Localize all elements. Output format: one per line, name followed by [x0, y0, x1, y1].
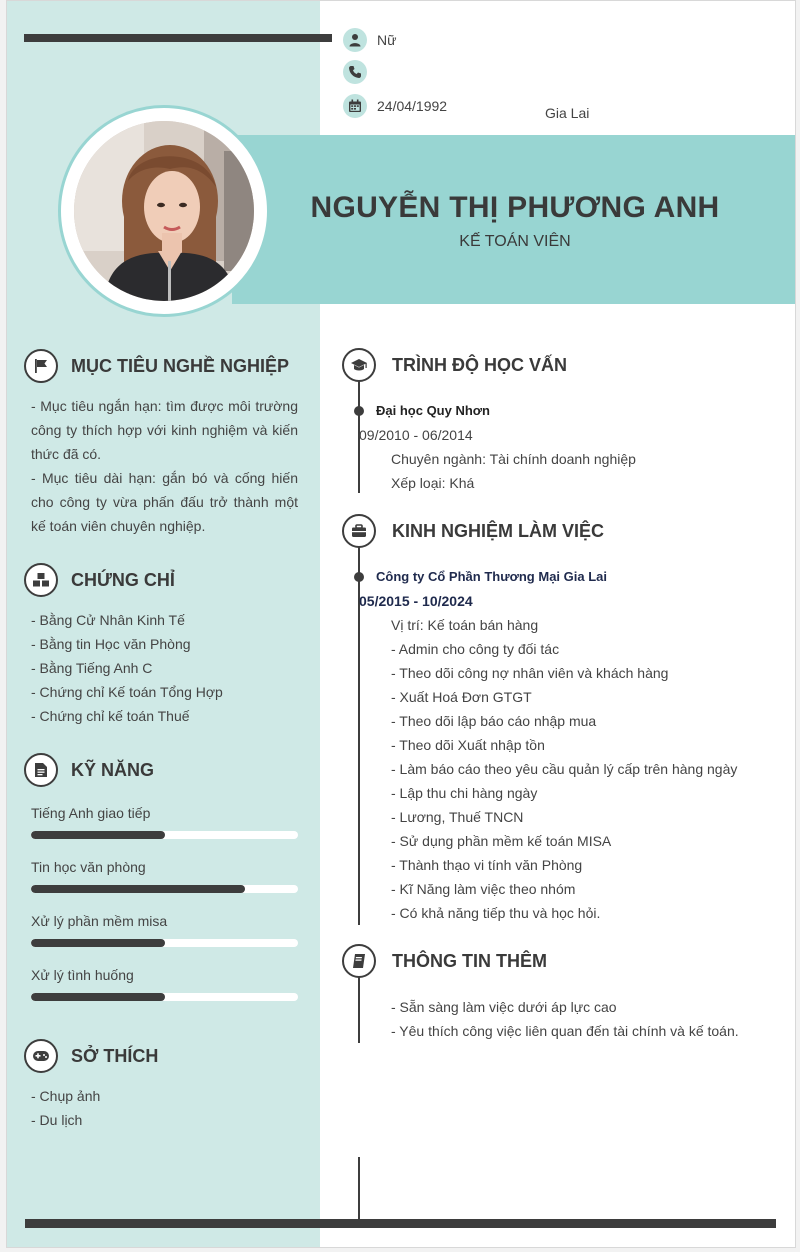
timeline-dot	[354, 572, 364, 582]
certificate-item: - Chứng chỉ kế toán Thuế	[31, 708, 190, 724]
duty-item: - Xuất Hoá Đơn GTGT	[391, 689, 532, 705]
objective-long-term: - Mục tiêu dài hạn: gắn bó và cống hiến cho công ty vừa phấn đấu trở thành một kế toán viên chuyên nghiệp.	[31, 470, 298, 534]
profile-photo	[74, 121, 254, 301]
skill-bar	[31, 885, 298, 893]
phone-icon	[343, 60, 367, 84]
duty-item: - Làm báo cáo theo yêu cầu quản lý cấp trên hàng ngày	[391, 761, 738, 777]
graduation-cap-icon	[342, 348, 376, 382]
additional-list	[391, 995, 739, 1043]
user-icon	[343, 28, 367, 52]
skill-item	[31, 913, 298, 947]
education-period: 09/2010 - 06/2014	[359, 427, 473, 443]
certificates-title: CHỨNG CHỈ	[71, 570, 175, 590]
duty-item: - Admin cho công ty đối tác	[391, 641, 560, 657]
timeline-dot	[354, 406, 364, 416]
skill-label: Tin học văn phòng	[31, 859, 146, 875]
gender-text: Nữ	[377, 32, 397, 48]
calendar-icon	[343, 94, 367, 118]
skill-label: Xử lý phần mềm misa	[31, 913, 168, 929]
certificate-item: - Bằng tin Học văn Phòng	[31, 636, 191, 652]
certificates-list	[31, 608, 223, 728]
skills-title: KỸ NĂNG	[71, 760, 155, 780]
duty-item: - Thành thạo vi tính văn Phòng	[391, 857, 583, 873]
skill-bar-fill	[31, 831, 165, 839]
hobby-item: - Chụp ảnh	[31, 1088, 101, 1104]
bottom-timeline	[358, 1157, 360, 1221]
book-icon	[342, 944, 376, 978]
skill-bar	[31, 831, 298, 839]
address-text: Gia Lai	[545, 105, 590, 121]
hobby-item: - Du lịch	[31, 1112, 83, 1128]
candidate-name: NGUYỄN THỊ PHƯƠNG ANH	[310, 191, 720, 224]
education-grade: Xếp loại: Khá	[391, 475, 475, 491]
company-name: Công ty Cổ Phần Thương Mại Gia Lai	[376, 569, 607, 584]
hobbies-list	[31, 1084, 100, 1132]
contact-birthday	[343, 93, 447, 119]
objective-short-term: - Mục tiêu ngắn hạn: tìm được môi trường công ty thích hợp với kinh nghiệm và kiến thức đã có.	[31, 398, 298, 462]
boxes-icon	[24, 563, 58, 597]
birthday-text: 24/04/1992	[377, 98, 448, 114]
school-name: Đại học Quy Nhơn	[376, 403, 490, 418]
duty-item: - Sử dụng phần mềm kế toán MISA	[391, 833, 612, 849]
skill-label: Xử lý tình huống	[31, 967, 134, 983]
skill-bar-fill	[31, 885, 245, 893]
skill-bar	[31, 993, 298, 1001]
skill-label: Tiếng Anh giao tiếp	[31, 805, 151, 821]
gamepad-icon	[24, 1039, 58, 1073]
certificate-item: - Chứng chỉ Kế toán Tổng Hợp	[31, 684, 223, 700]
certificate-item: - Bằng Cử Nhân Kinh Tế	[31, 612, 185, 628]
hobbies-title: SỞ THÍCH	[71, 1046, 159, 1066]
job-title: KẾ TOÁN VIÊN	[459, 233, 571, 250]
skill-bar-fill	[31, 939, 165, 947]
duty-item: - Theo dõi Xuất nhập tồn	[391, 737, 545, 753]
experience-title: KINH NGHIỆM LÀM VIỆC	[392, 521, 605, 541]
experience-duties	[391, 637, 737, 925]
additional-title: THÔNG TIN THÊM	[392, 951, 547, 971]
skill-bar	[31, 939, 298, 947]
flag-icon	[24, 349, 58, 383]
experience-period: 05/2015 - 10/2024	[359, 593, 473, 609]
education-title: TRÌNH ĐỘ HỌC VẤN	[392, 355, 567, 375]
duty-item: - Lương, Thuế TNCN	[391, 809, 524, 825]
briefcase-icon	[342, 514, 376, 548]
cv-page	[6, 0, 796, 1248]
duty-item: - Theo dõi công nợ nhân viên và khách hàng	[391, 665, 669, 681]
top-divider	[24, 34, 332, 42]
additional-item: - Yêu thích công việc liên quan đến tài chính và kế toán.	[391, 1023, 739, 1039]
skill-item	[31, 859, 298, 893]
skill-item	[31, 967, 298, 1001]
skill-item	[31, 805, 298, 839]
duty-item: - Có khả năng tiếp thu và học hỏi.	[391, 905, 601, 921]
duty-item: - Theo dõi lập báo cáo nhập mua	[391, 713, 597, 729]
additional-item: - Sẵn sàng làm việc dưới áp lực cao	[391, 999, 617, 1015]
skill-bar-fill	[31, 993, 165, 1001]
duty-item: - Kĩ Năng làm việc theo nhóm	[391, 881, 576, 897]
certificate-item: - Bằng Tiếng Anh C	[31, 660, 153, 676]
duty-item: - Lập thu chi hàng ngày	[391, 785, 538, 801]
education-major: Chuyên ngành: Tài chính doanh nghiệp	[391, 451, 636, 467]
document-icon	[24, 753, 58, 787]
contact-gender	[343, 27, 396, 53]
contact-phone	[343, 59, 377, 85]
objective-title: MỤC TIÊU NGHỀ NGHIỆP	[71, 356, 290, 376]
bottom-divider	[25, 1219, 776, 1228]
experience-position: Vị trí: Kế toán bán hàng	[391, 617, 539, 633]
